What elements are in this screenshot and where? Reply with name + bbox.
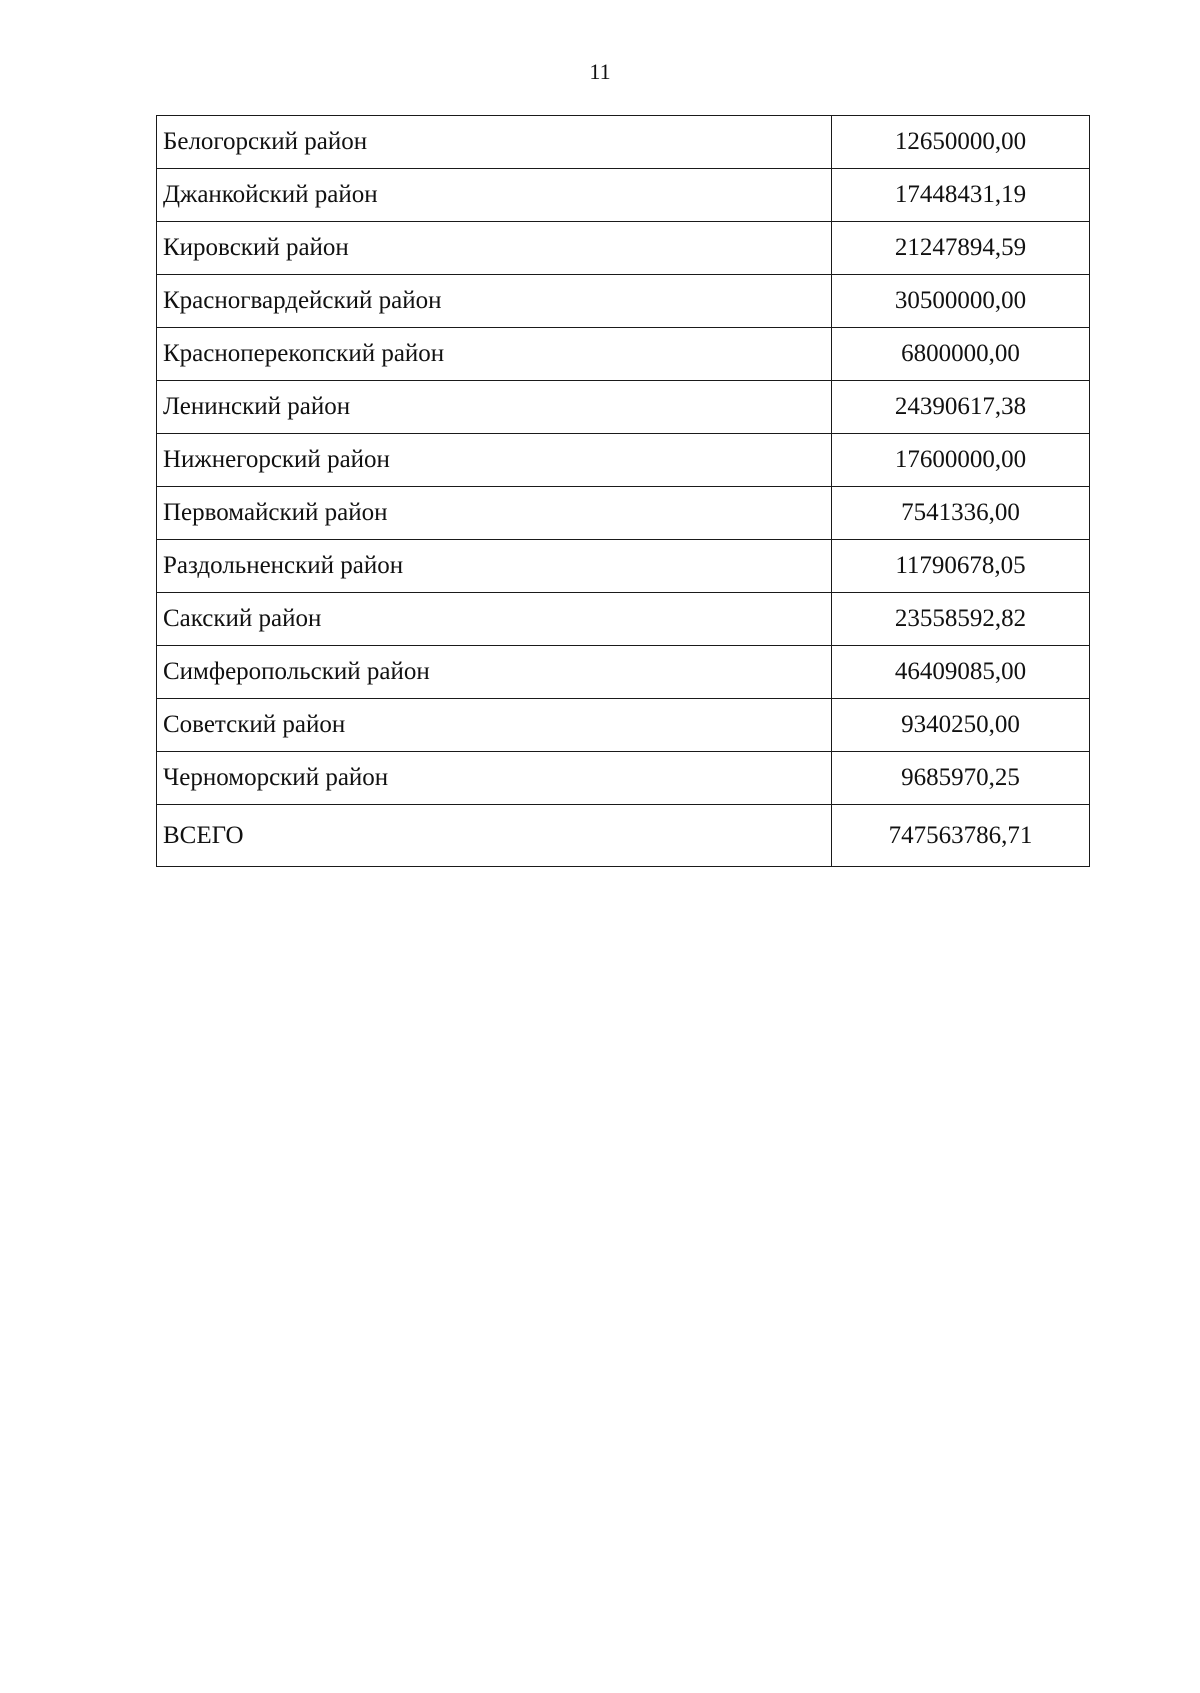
table-row	[157, 752, 1090, 805]
amount-cell: 30500000,00	[832, 275, 1090, 328]
total-label-cell: ВСЕГО	[157, 805, 832, 867]
district-name-cell: Джанкойский район	[157, 169, 832, 222]
district-amounts-table	[156, 115, 1090, 867]
district-name-cell: Советский район	[157, 699, 832, 752]
district-name-cell: Нижнегорский район	[157, 434, 832, 487]
table-row	[157, 646, 1090, 699]
table-row	[157, 540, 1090, 593]
district-name-cell: Белогорский район	[157, 116, 832, 169]
total-amount-cell: 747563786,71	[832, 805, 1090, 867]
district-name-cell: Кировский район	[157, 222, 832, 275]
page-number: 11	[589, 59, 611, 84]
amount-cell: 21247894,59	[832, 222, 1090, 275]
amount-cell: 6800000,00	[832, 328, 1090, 381]
table-row	[157, 487, 1090, 540]
district-name-cell: Ленинский район	[157, 381, 832, 434]
amount-cell: 24390617,38	[832, 381, 1090, 434]
table-row	[157, 275, 1090, 328]
table-row	[157, 169, 1090, 222]
district-name-cell: Раздольненский район	[157, 540, 832, 593]
district-name-cell: Черноморский район	[157, 752, 832, 805]
district-name-cell: Красногвардейский район	[157, 275, 832, 328]
table-row	[157, 116, 1090, 169]
amount-cell: 7541336,00	[832, 487, 1090, 540]
amount-cell: 17448431,19	[832, 169, 1090, 222]
table-row	[157, 381, 1090, 434]
amount-cell: 11790678,05	[832, 540, 1090, 593]
table-body	[157, 116, 1090, 867]
amount-cell: 17600000,00	[832, 434, 1090, 487]
table-row	[157, 593, 1090, 646]
table-row	[157, 328, 1090, 381]
table-row	[157, 222, 1090, 275]
amount-cell: 12650000,00	[832, 116, 1090, 169]
district-name-cell: Красноперекопский район	[157, 328, 832, 381]
district-name-cell: Симферопольский район	[157, 646, 832, 699]
amount-cell: 23558592,82	[832, 593, 1090, 646]
amount-cell: 9685970,25	[832, 752, 1090, 805]
table-row	[157, 434, 1090, 487]
total-row	[157, 805, 1090, 867]
amount-cell: 9340250,00	[832, 699, 1090, 752]
table-row	[157, 699, 1090, 752]
amount-cell: 46409085,00	[832, 646, 1090, 699]
district-name-cell: Первомайский район	[157, 487, 832, 540]
district-name-cell: Сакский район	[157, 593, 832, 646]
